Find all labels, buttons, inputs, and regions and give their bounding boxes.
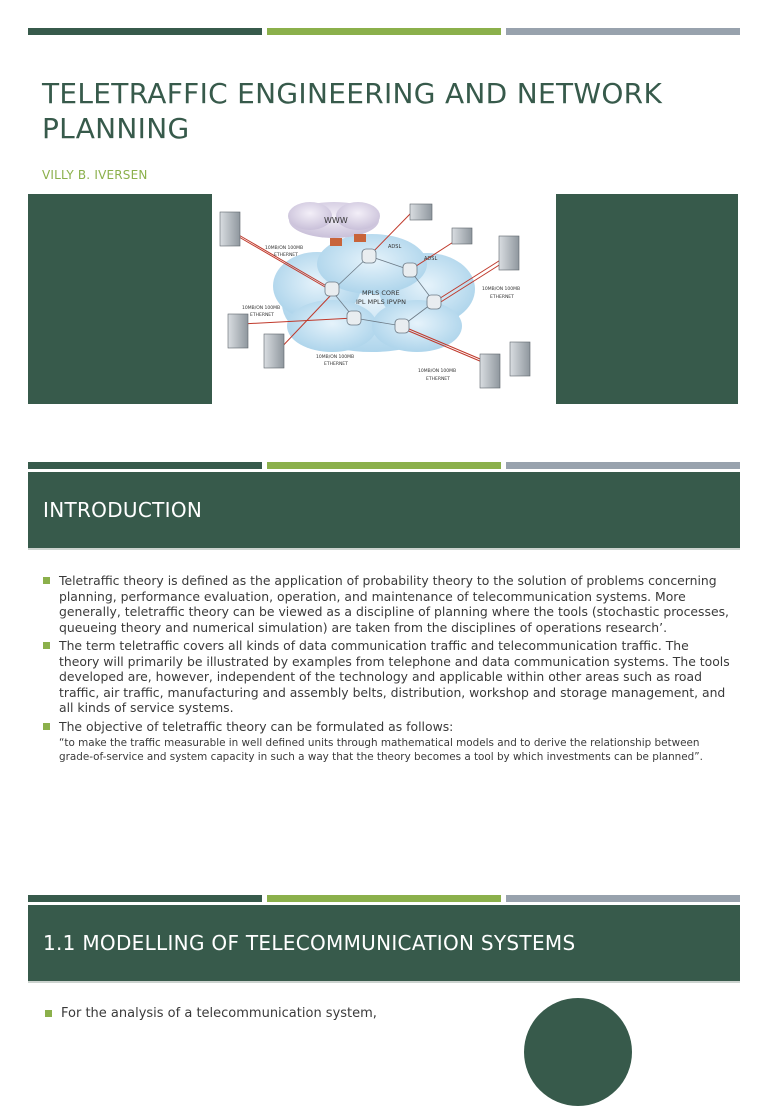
bullet-square-icon — [45, 1010, 52, 1017]
label-eth-bl-1: 10MB/ON 100MB — [316, 355, 355, 360]
label-eth-bl-2: ETHERNET — [324, 362, 348, 367]
network-diagram — [212, 194, 556, 404]
label-adsl-2: ADSL — [424, 256, 438, 262]
accent-bar-gray — [506, 28, 740, 35]
label-core-2: IPL MPLS IPVPN — [356, 298, 406, 306]
list-item — [42, 638, 732, 716]
bullet-text: Teletraffic theory is defined as the application of probability theory to the solution of problems concerning planning, performance evaluation, operation, and maintenance of telecommunication systems. More generally, teletraffic theory can be viewed as a discipline of planning where the tools (stochastic processes, queueing theory and numerical simulation) are taken from the disciplines of operations research’. — [59, 573, 729, 635]
label-adsl-1: ADSL — [388, 244, 402, 250]
label-eth-ml-1: 10MB/ON 100MB — [242, 306, 281, 311]
objective-quote: “to make the traffic measurable in well defined units through mathematical models and to derive the relationship between grade-of-service and system capacity in such a way that the theory becomes a tool by which investments can be planned”. — [59, 737, 703, 763]
accent-bar-light-green — [267, 462, 501, 469]
intro-bullets — [42, 573, 732, 764]
accent-bar-gray — [506, 895, 740, 902]
label-eth-rl-2: ETHERNET — [490, 295, 514, 300]
intro-header — [28, 472, 740, 550]
accent-bar-light-green — [267, 28, 501, 35]
bullet-text: The term teletraffic covers all kinds of data communication traffic and telecommunication traffic. The theory will primarily be illustrated by examples from telephone and data communication systems. The tools developed are, however, independent of the technology and applicable within other areas such as road traffic, air traffic, manufacturing and assembly belts, distribution, workshop and storage management, and all kinds of service systems. — [59, 638, 730, 715]
bullet-text: The objective of teletraffic theory can be formulated as follows: — [59, 718, 454, 734]
decorative-circle — [524, 998, 632, 1106]
accent-bar-dark-green — [28, 462, 262, 469]
network-diagram-svg — [212, 194, 556, 404]
bullet-text: For the analysis of a telecommunication system, — [61, 1006, 377, 1021]
accent-bar-dark-green — [28, 895, 262, 902]
bullet-square-icon — [43, 723, 50, 730]
accent-bars-intro — [28, 462, 740, 469]
modelling-bullets — [44, 1006, 464, 1025]
accent-bars-top — [28, 28, 740, 35]
bullet-square-icon — [43, 577, 50, 584]
label-eth-rl-1: 10MB/ON 100MB — [482, 287, 521, 292]
label-eth-tl-2: ETHERNET — [274, 253, 298, 258]
list-item — [42, 719, 732, 735]
list-item — [44, 1006, 464, 1022]
accent-bars-modelling — [28, 895, 740, 902]
slide-author: VILLY B. IVERSEN — [42, 168, 148, 182]
accent-bar-gray — [506, 462, 740, 469]
label-core-1: MPLS CORE — [362, 289, 400, 297]
accent-bar-light-green — [267, 895, 501, 902]
label-eth-br-2: ETHERNET — [426, 377, 450, 382]
label-eth-tl-1: 10MB/ON 100MB — [265, 246, 304, 251]
slide-title: TELETRAFFIC ENGINEERING AND NETWORK PLANNING — [42, 77, 663, 145]
bullet-square-icon — [43, 642, 50, 649]
label-www: WWW — [324, 216, 348, 225]
intro-heading: INTRODUCTION — [43, 498, 203, 522]
label-eth-ml-2: ETHERNET — [250, 313, 274, 318]
list-item — [42, 573, 732, 635]
accent-bar-dark-green — [28, 28, 262, 35]
modelling-header — [28, 905, 740, 983]
modelling-heading: 1.1 MODELLING OF TELECOMMUNICATION SYSTEMS — [43, 931, 576, 955]
label-eth-br-1: 10MB/ON 100MB — [418, 369, 457, 374]
